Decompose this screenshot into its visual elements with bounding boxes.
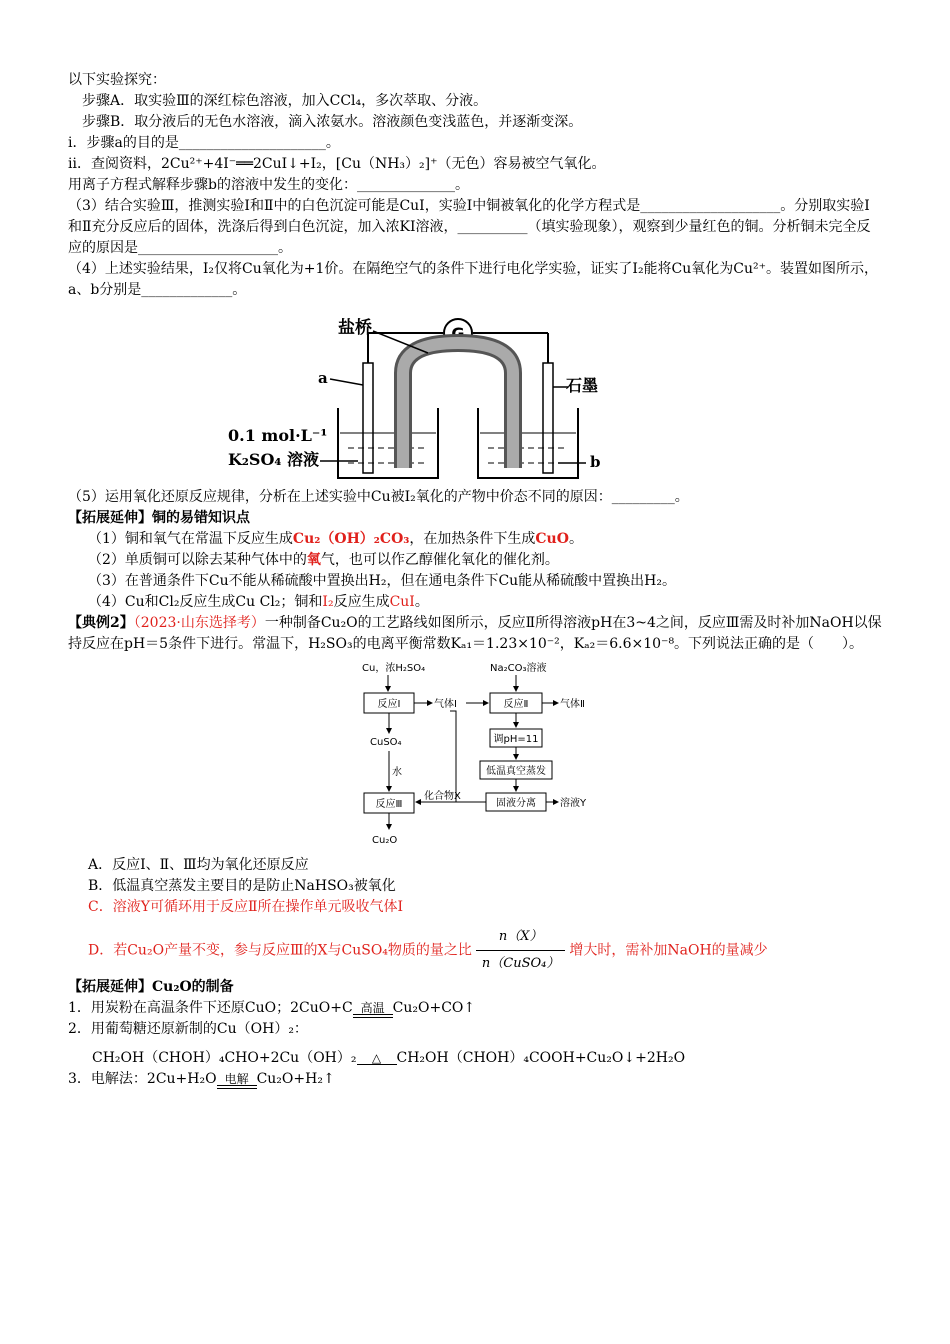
question-ii: ⅱ．查阅资料，2Cu²⁺+4I⁻══2CuI↓+I₂，[Cu（NH₃）₂]⁺（无色）容易被空气氧化。 [68, 156, 606, 172]
example-label: 【典例2】 [68, 615, 134, 631]
method-2-equation [68, 1048, 883, 1069]
highlight-formula: I₂ [322, 594, 334, 610]
text: D．若Cu₂O产量不变，参与反应Ⅲ的X与CuSO₄物质的量之比 [88, 942, 472, 959]
reaction-3: 反应Ⅲ [375, 799, 403, 810]
gas-2: 气体Ⅱ [560, 699, 585, 710]
copper-point-3: （3）在普通条件下Cu不能从稀硫酸中置换出H₂，但在通电条件下Cu能从稀硫酸中置换出H₂。 [88, 573, 677, 589]
highlight-formula: CuI [389, 594, 415, 610]
text: CH₂OH（CHOH）₄COOH+Cu₂O↓+2H₂O [396, 1050, 686, 1066]
option-d[interactable] [68, 924, 883, 977]
step-a: 步骤A．取实验Ⅲ的深红棕色溶液，加入CCl₄，多次萃取、分液。 [82, 93, 488, 109]
option-b[interactable]: B．低温真空蒸发主要目的是防止NaHSO₃被氧化 [88, 878, 396, 894]
electrode-b-label: b [590, 453, 601, 471]
text: 。 [568, 531, 583, 547]
text-line: 以下实验探究： [68, 72, 166, 88]
option-c[interactable]: C．溶液Y可循环用于反应Ⅱ所在操作单元吸收气体Ⅰ [88, 899, 403, 915]
compound-x: 化合物X [424, 791, 461, 802]
example-2 [68, 613, 883, 655]
text: 一种制备Cu₂O的工艺路线如图所示，反应Ⅱ所得溶液pH在3~4之间，反应Ⅲ需及时补加NaOH以保持反应在pH＝5条件下进行。常温下，H₂SO₃的电离平衡常数Kₐ₁＝1.23×10⁻²，Kₐ₂＝6.6×10⁻⁸。下列说法正确的是（ ）。 [68, 615, 882, 652]
example-source: （2023·山东选择考） [133, 615, 265, 631]
text: 增大时，需补加NaOH的量减少 [569, 942, 768, 959]
solution-y: 溶液Y [560, 798, 587, 809]
highlight-formula: Cu₂（OH）₂CO₃ [292, 531, 410, 547]
product-label: Cu₂O [372, 835, 398, 846]
condition [217, 1073, 257, 1089]
text-line: 用离子方程式解释步骤b的溶液中发生的变化：______________。 [68, 177, 469, 193]
galvanometer-label: G [451, 324, 465, 343]
question-3: （3）结合实验Ⅲ，推测实验Ⅰ和Ⅱ中的白色沉淀可能是CuI，实验Ⅰ中铜被氧化的化学方程式是____________________。分别取实验Ⅰ和Ⅱ充分反应后的固体，洗涤后得到白色沉淀，加入浓KI溶液，__________（填实验现象），观察到少量红色的铜。分析铜未完全反应的原因是____________________。 [68, 198, 871, 256]
fraction [476, 924, 565, 977]
text: 。 [414, 594, 429, 610]
solution-label: K₂SO₄ 溶液 [228, 450, 319, 469]
method-1 [68, 998, 883, 1019]
cuso4-label: CuSO₄ [370, 737, 402, 748]
reaction-2: 反应Ⅱ [503, 699, 529, 710]
condition-label: △ [371, 1051, 382, 1065]
text: 反应生成 [333, 594, 390, 610]
text: ，在加热条件下生成 [409, 531, 536, 547]
text: 3．电解法：2Cu+H₂O [68, 1071, 217, 1087]
question-4: （4）上述实验结果，I₂仅将Cu氧化为+1价。在隔绝空气的条件下进行电化学实验，证实了I₂能将Cu氧化为Cu²⁺。装置如图所示，a、b分别是_____________。 [68, 261, 879, 298]
evaporation-step: 低温真空蒸发 [486, 766, 546, 777]
ph-step: 调pH=11 [493, 734, 539, 745]
copper-point-4 [68, 592, 883, 613]
highlight-formula: CuO [535, 531, 569, 547]
condition-label: 高温 [360, 1001, 385, 1015]
text: Cu₂O+H₂↑ [256, 1071, 335, 1087]
text: 1．用炭粉在高温条件下还原CuO；2CuO+C [68, 1000, 353, 1016]
gas-1: 气体Ⅰ [434, 699, 457, 710]
numerator: n（X） [476, 924, 565, 951]
text: （1）铜和氧气在常温下反应生成 [88, 531, 293, 547]
method-2: 2．用葡萄糖还原新制的Cu（OH）₂： [68, 1021, 308, 1037]
question-5: （5）运用氧化还原反应规律，分析在上述实验中Cu被I₂氧化的产物中价态不同的原因：_________。 [68, 489, 689, 505]
input-1: Cu，浓H₂SO₄ [362, 663, 426, 674]
document-page [68, 70, 883, 1090]
input-2: Na₂CO₃溶液 [490, 663, 547, 674]
text: Cu₂O+CO↑ [392, 1000, 476, 1016]
text: （2）单质铜可以除去某种气体中的 [88, 552, 307, 568]
reaction-1: 反应Ⅰ [377, 699, 401, 710]
step-b: 步骤B．取分液后的无色水溶液，滴入浓氨水。溶液颜色变浅蓝色，并逐渐变深。 [82, 114, 583, 130]
denominator: n（CuSO₄） [481, 956, 560, 971]
electrode-a-label: a [318, 369, 328, 387]
option-a[interactable]: A．反应Ⅰ、Ⅱ、Ⅲ均为氧化还原反应 [88, 857, 309, 873]
text: （4）Cu和Cl₂反应生成Cu Cl₂；铜和 [88, 594, 323, 610]
electrochemical-apparatus-figure [228, 303, 618, 483]
condition [357, 1052, 397, 1067]
copper-point-1 [68, 529, 883, 550]
water-label: 水 [392, 767, 402, 778]
concentration-label: 0.1 mol·L⁻¹ [228, 426, 328, 445]
text: CH₂OH（CHOH）₄CHO+2Cu（OH）₂ [92, 1050, 357, 1066]
process-flow-diagram [360, 659, 620, 849]
extension-heading: 【拓展延伸】Cu₂O的制备 [68, 979, 234, 995]
method-3 [68, 1069, 883, 1090]
question-i: ⅰ．步骤a的目的是_____________________。 [68, 135, 340, 151]
salt-bridge-label: 盐桥 [338, 318, 372, 338]
condition [353, 1002, 393, 1018]
copper-point-2 [68, 550, 883, 571]
separation-step: 固液分离 [496, 798, 536, 809]
extension-heading: 【拓展延伸】铜的易错知识点 [68, 510, 250, 526]
condition-label: 电解 [224, 1072, 249, 1086]
graphite-label: 石墨 [566, 376, 599, 395]
text: 气，也可以作乙醇催化氧化的催化剂。 [320, 552, 559, 568]
highlight-word: 氧 [306, 552, 321, 568]
